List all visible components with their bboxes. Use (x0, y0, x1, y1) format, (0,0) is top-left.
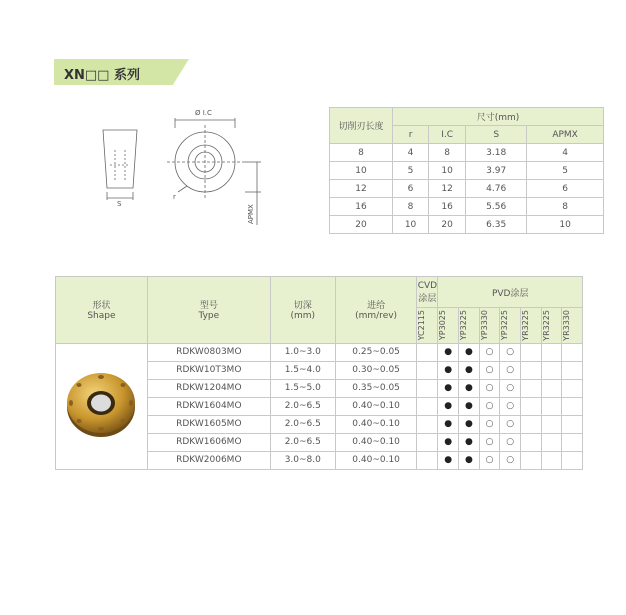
cell-type: RDKW0803MO (147, 343, 270, 361)
cell-feed: 0.40~0.10 (335, 433, 417, 451)
grade-mark-cell (541, 343, 562, 361)
dims-cell: 4 (393, 144, 429, 162)
grade-header (520, 308, 541, 344)
grade-mark-cell (541, 451, 562, 469)
grade-mark-cell (520, 361, 541, 379)
grade-mark-cell: ○ (479, 343, 500, 361)
dims-cell: 4 (527, 144, 604, 162)
grade-label: YR3330 (562, 310, 572, 341)
shape-en: Shape (87, 311, 116, 322)
dims-cell: 10 (527, 216, 604, 234)
dims-cell: 10 (330, 162, 393, 180)
grade-mark-cell (520, 415, 541, 433)
col-size: 尺寸(mm) (393, 108, 604, 126)
grade-mark-cell: ● (459, 433, 480, 451)
grade-header (541, 308, 562, 344)
grade-mark-cell: ● (459, 379, 480, 397)
grade-header (417, 308, 438, 344)
grade-mark-cell (541, 433, 562, 451)
grade-mark-cell: ○ (500, 379, 521, 397)
type-en: Type (198, 311, 220, 322)
grade-mark-cell: ● (459, 343, 480, 361)
cell-type: RDKW1605MO (147, 415, 270, 433)
grade-mark-cell: ● (438, 343, 459, 361)
grade-mark-cell (417, 343, 438, 361)
grade-mark-cell (562, 451, 583, 469)
grade-mark-cell (562, 361, 583, 379)
col-r: r (393, 126, 429, 144)
grade-mark-cell (417, 379, 438, 397)
col-apmx: APMX (527, 126, 604, 144)
col-feed (335, 277, 417, 344)
cell-feed: 0.40~0.10 (335, 397, 417, 415)
dims-cell: 20 (330, 216, 393, 234)
grade-mark-cell: ● (438, 361, 459, 379)
cell-depth: 2.0~6.5 (270, 433, 335, 451)
insert-image (61, 365, 141, 445)
cell-depth: 1.5~4.0 (270, 361, 335, 379)
dims-cell: 5 (393, 162, 429, 180)
grade-mark-cell (541, 397, 562, 415)
cell-depth: 1.0~3.0 (270, 343, 335, 361)
grade-mark-cell: ○ (479, 361, 500, 379)
grade-mark-cell (417, 361, 438, 379)
dims-row (330, 162, 604, 180)
col-type (147, 277, 270, 344)
label-dia: Ø I.C (195, 109, 212, 117)
grade-mark-cell: ○ (500, 343, 521, 361)
dims-cell: 20 (429, 216, 466, 234)
grade-mark-cell (520, 379, 541, 397)
label-r: r (173, 193, 176, 201)
dims-cell: 12 (429, 180, 466, 198)
cvd-label-2: 涂层 (418, 293, 437, 304)
depth-unit: (mm) (290, 311, 316, 322)
dims-cell: 16 (330, 198, 393, 216)
col-shape (56, 277, 148, 344)
grade-mark-cell (520, 397, 541, 415)
cell-depth: 2.0~6.5 (270, 397, 335, 415)
grade-mark-cell (417, 451, 438, 469)
col-cvd (417, 277, 438, 308)
dims-row (330, 198, 604, 216)
grade-mark-cell: ○ (479, 379, 500, 397)
grade-mark-cell (520, 451, 541, 469)
grade-mark-cell (562, 343, 583, 361)
cell-type: RDKW10T3MO (147, 361, 270, 379)
dims-row (330, 180, 604, 198)
dims-cell: 8 (527, 198, 604, 216)
col-pvd: PVD涂层 (438, 277, 583, 308)
cell-feed: 0.30~0.05 (335, 361, 417, 379)
cell-depth: 1.5~5.0 (270, 379, 335, 397)
cell-feed: 0.40~0.10 (335, 451, 417, 469)
cell-type: RDKW2006MO (147, 451, 270, 469)
insert-diagram (95, 100, 275, 230)
grade-mark-cell (417, 397, 438, 415)
cell-depth: 3.0~8.0 (270, 451, 335, 469)
label-apmx: APMX (247, 204, 255, 224)
grade-label: YP3330 (479, 310, 489, 341)
shape-cn: 形状 (92, 301, 111, 312)
grade-mark-cell: ● (438, 451, 459, 469)
grade-mark-cell (417, 415, 438, 433)
grade-mark-cell (562, 433, 583, 451)
feed-cn: 进给 (367, 301, 386, 312)
label-s: S (117, 200, 122, 208)
grade-mark-cell: ● (438, 433, 459, 451)
grade-mark-cell: ○ (479, 415, 500, 433)
dimensions-table (329, 107, 604, 234)
grade-mark-cell: ○ (500, 451, 521, 469)
grade-mark-cell (417, 433, 438, 451)
grade-mark-cell: ○ (500, 397, 521, 415)
dims-cell: 6 (527, 180, 604, 198)
col-depth (270, 277, 335, 344)
cell-type: RDKW1204MO (147, 379, 270, 397)
grade-label: YP3225 (500, 310, 510, 341)
grade-mark-cell (562, 397, 583, 415)
dims-row (330, 144, 604, 162)
dims-cell: 6 (393, 180, 429, 198)
col-ic: I.C (429, 126, 466, 144)
dims-cell: 3.97 (466, 162, 527, 180)
dims-cell: 4.76 (466, 180, 527, 198)
dims-row (330, 216, 604, 234)
grade-mark-cell (541, 379, 562, 397)
grade-mark-cell: ● (438, 415, 459, 433)
dims-cell: 8 (330, 144, 393, 162)
grade-mark-cell: ● (438, 397, 459, 415)
grade-mark-cell: ● (459, 361, 480, 379)
grade-mark-cell (562, 379, 583, 397)
grade-mark-cell: ● (459, 415, 480, 433)
cell-feed: 0.40~0.10 (335, 415, 417, 433)
col-cutting-edge: 切削刃长度 (330, 108, 393, 144)
page-title: XN□□ 系列 (64, 68, 140, 83)
grade-mark-cell: ● (438, 379, 459, 397)
grade-mark-cell (541, 415, 562, 433)
cell-depth: 2.0~6.5 (270, 415, 335, 433)
cell-feed: 0.35~0.05 (335, 379, 417, 397)
dims-cell: 10 (393, 216, 429, 234)
cvd-label-1: CVD (417, 280, 438, 291)
grade-mark-cell: ● (459, 451, 480, 469)
type-cn: 型号 (199, 301, 218, 312)
grade-label: YP3225 (459, 310, 469, 341)
grade-mark-cell: ○ (500, 361, 521, 379)
dims-cell: 3.18 (466, 144, 527, 162)
dims-cell: 8 (429, 144, 466, 162)
dims-cell: 6.35 (466, 216, 527, 234)
grade-mark-cell: ○ (500, 415, 521, 433)
depth-cn: 切深 (293, 301, 312, 312)
grade-label: YC2115 (417, 310, 427, 341)
grade-mark-cell (520, 343, 541, 361)
dims-cell: 8 (393, 198, 429, 216)
dims-cell: 5.56 (466, 198, 527, 216)
grade-mark-cell: ● (459, 397, 480, 415)
cell-type: RDKW1604MO (147, 397, 270, 415)
col-s: S (466, 126, 527, 144)
dims-cell: 16 (429, 198, 466, 216)
grade-header (459, 308, 480, 344)
dims-cell: 10 (429, 162, 466, 180)
grade-header (500, 308, 521, 344)
grade-mark-cell (541, 361, 562, 379)
grade-label: YR3225 (520, 310, 530, 341)
dims-cell: 12 (330, 180, 393, 198)
grade-label: YR3225 (541, 310, 551, 341)
grade-mark-cell: ○ (479, 433, 500, 451)
grade-header (438, 308, 459, 344)
grade-label: YP3025 (438, 310, 448, 341)
cell-type: RDKW1606MO (147, 433, 270, 451)
grade-mark-cell: ○ (479, 451, 500, 469)
cell-feed: 0.25~0.05 (335, 343, 417, 361)
insert-image-cell (56, 343, 148, 469)
product-table (55, 276, 583, 470)
grade-header (562, 308, 583, 344)
table-row (56, 343, 583, 361)
grade-header (479, 308, 500, 344)
grade-mark-cell (520, 433, 541, 451)
dims-cell: 5 (527, 162, 604, 180)
feed-unit: (mm/rev) (355, 311, 398, 322)
grade-mark-cell: ○ (500, 433, 521, 451)
grade-mark-cell: ○ (479, 397, 500, 415)
grade-mark-cell (562, 415, 583, 433)
side-view (103, 130, 137, 200)
